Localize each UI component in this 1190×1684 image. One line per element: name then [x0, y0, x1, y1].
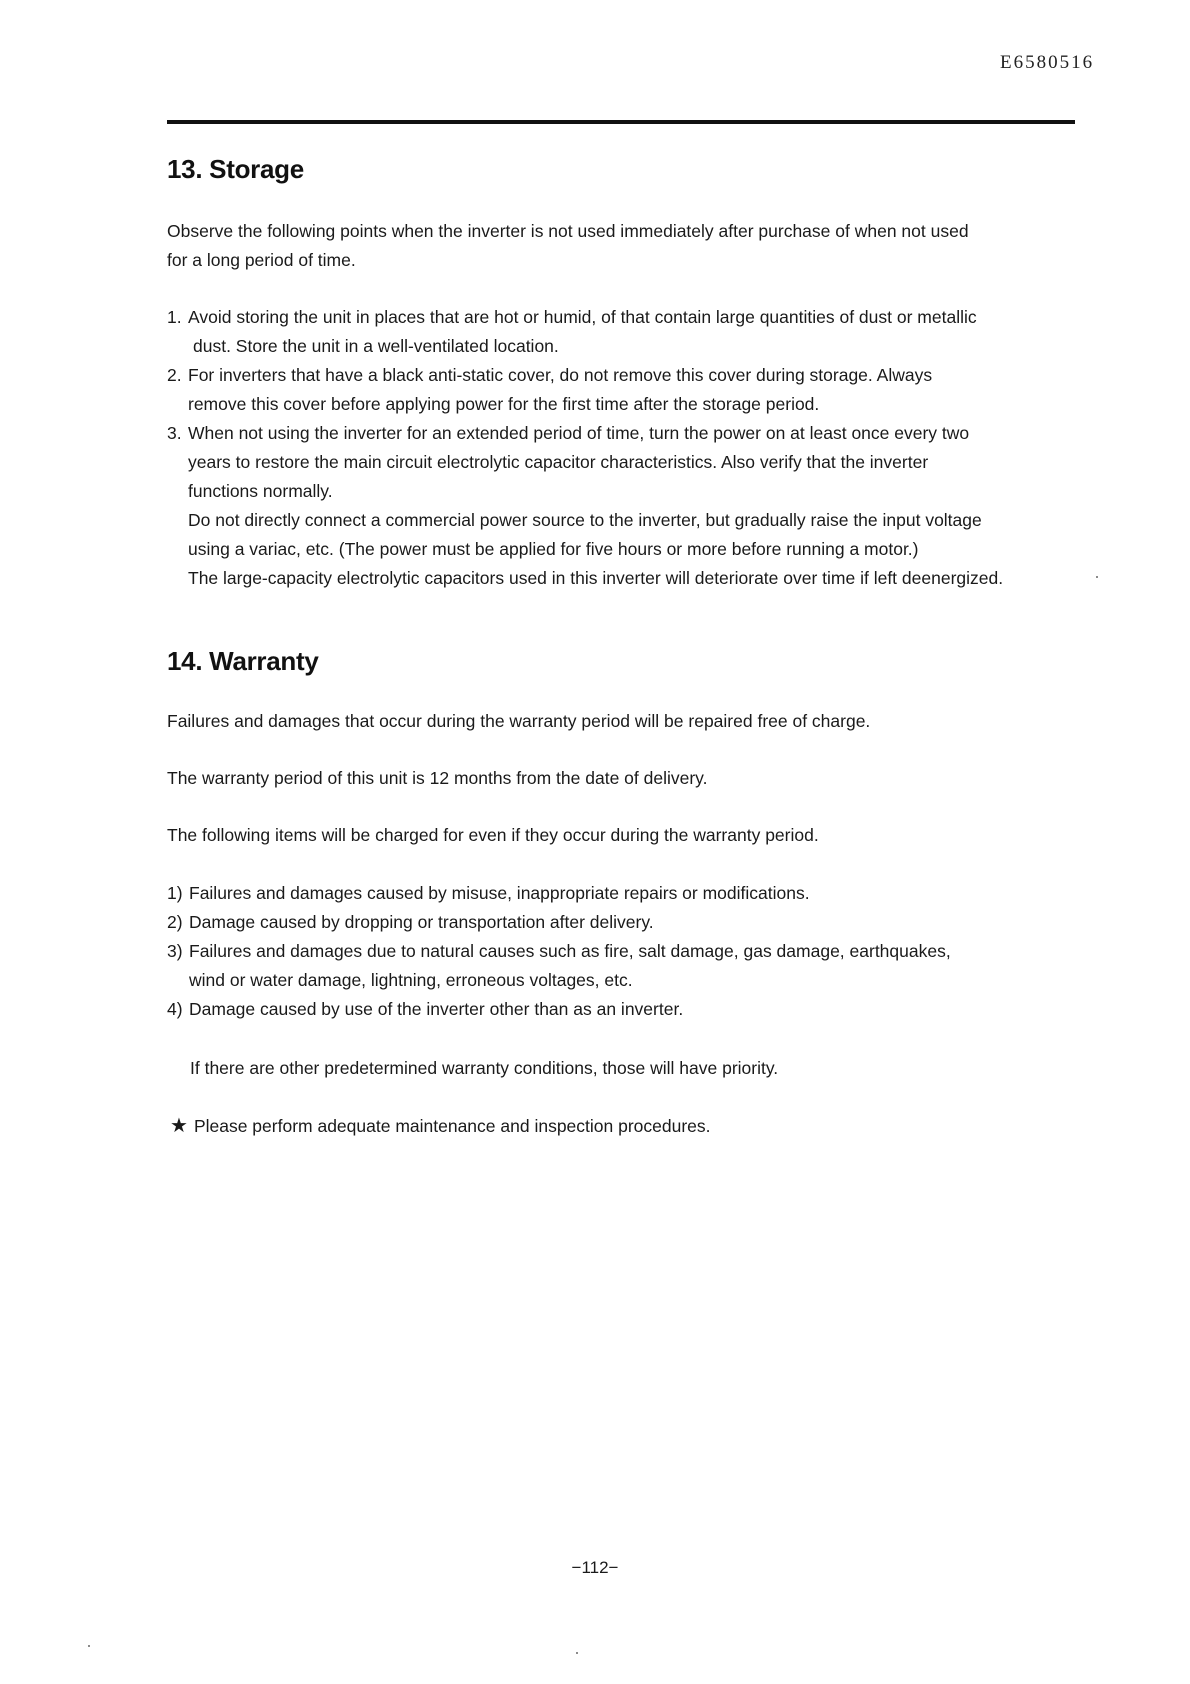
list-line: remove this cover before applying power for the first time after the storage period.: [188, 394, 820, 414]
list-line: using a variac, etc. (The power must be applied for five hours or more before running a motor.): [188, 539, 919, 559]
warranty-item-4: [167, 995, 1097, 1024]
document-id: E6580516: [1000, 52, 1095, 73]
page-number: −112−: [571, 1558, 619, 1577]
scan-speck: [576, 1652, 578, 1654]
list-number: 2.: [167, 365, 182, 385]
list-line: Damage caused by use of the inverter other than as an inverter.: [189, 999, 684, 1019]
storage-intro-line: Observe the following points when the inverter is not used immediately after purchase of when not used: [167, 221, 969, 241]
list-line: Do not directly connect a commercial power source to the inverter, but gradually raise the input voltage: [188, 510, 982, 530]
list-line: Failures and damages due to natural causes such as fire, salt damage, gas damage, earthquakes,: [189, 941, 951, 961]
storage-intro-line: for a long period of time.: [167, 250, 356, 270]
storage-intro: [167, 217, 1097, 275]
star-icon: ★: [170, 1115, 188, 1137]
warranty-item-1: [167, 879, 1097, 908]
list-number: 3): [167, 941, 183, 961]
list-line: wind or water damage, lightning, erroneous voltages, etc.: [189, 970, 633, 990]
maintenance-note-text: Please perform adequate maintenance and inspection procedures.: [193, 1116, 711, 1136]
list-line: Damage caused by dropping or transportation after delivery.: [189, 912, 654, 932]
storage-item-1: [167, 303, 1097, 361]
storage-item-3: [167, 419, 1097, 593]
warranty-item-3: [167, 937, 1097, 995]
warranty-priority-note: If there are other predetermined warranty conditions, those will have priority.: [190, 1058, 779, 1078]
maintenance-note: [170, 1112, 711, 1141]
list-number: 1): [167, 883, 183, 903]
header-rule: [167, 120, 1075, 124]
list-number: 4): [167, 999, 183, 1019]
warranty-period-text: The warranty period of this unit is 12 months from the date of delivery.: [167, 768, 708, 788]
list-line: The large-capacity electrolytic capacitors used in this inverter will deteriorate over time if left deenergized.: [188, 568, 1004, 588]
list-line: Avoid storing the unit in places that are hot or humid, of that contain large quantities of dust or metallic: [188, 307, 977, 327]
scan-speck: [88, 1645, 90, 1647]
storage-item-2: [167, 361, 1097, 419]
list-line: Failures and damages caused by misuse, inappropriate repairs or modifications.: [189, 883, 810, 903]
list-line: For inverters that have a black anti-static cover, do not remove this cover during storage. Always: [188, 365, 933, 385]
warranty-free-repair-text: Failures and damages that occur during the warranty period will be repaired free of charge.: [167, 711, 871, 731]
list-number: 1.: [167, 307, 182, 327]
scan-speck: [1096, 576, 1098, 578]
warranty-item-2: [167, 908, 1097, 937]
storage-heading: 13. Storage: [167, 154, 304, 184]
list-number: 2): [167, 912, 183, 932]
storage-list: [167, 303, 1097, 593]
warranty-charged-intro: The following items will be charged for even if they occur during the warranty period.: [167, 825, 819, 845]
list-line: years to restore the main circuit electrolytic capacitor characteristics. Also verify that the inverter: [188, 452, 929, 472]
list-number: 3.: [167, 423, 182, 443]
list-line: When not using the inverter for an extended period of time, turn the power on at least once every two: [188, 423, 970, 443]
warranty-heading: 14. Warranty: [167, 646, 319, 676]
list-line: dust. Store the unit in a well-ventilated location.: [193, 336, 559, 356]
list-line: functions normally.: [188, 481, 333, 501]
warranty-list: [167, 879, 1097, 1024]
